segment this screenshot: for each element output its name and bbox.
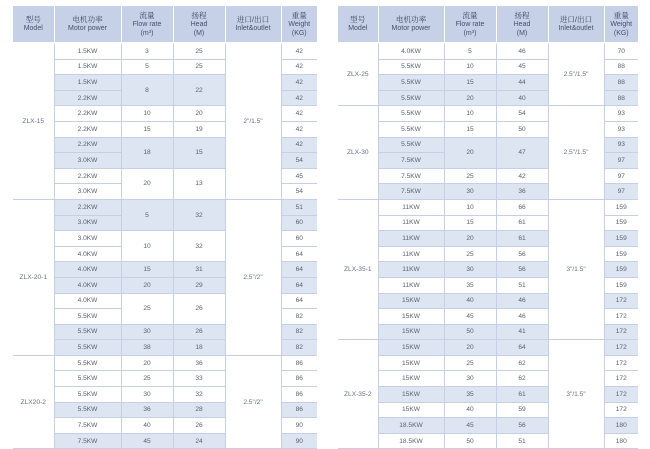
- weight-cell: 64: [281, 277, 317, 293]
- weight-cell: 88: [604, 90, 638, 106]
- head-cell: 51: [496, 433, 548, 449]
- weight-cell: 51: [281, 199, 317, 215]
- motor-power-cell: 5.5KW: [378, 106, 444, 122]
- flow-rate-cell: 20: [121, 355, 173, 371]
- motor-power-cell: 4.0KW: [54, 246, 121, 262]
- head-cell: 46: [496, 43, 548, 59]
- weight-cell: 159: [604, 246, 638, 262]
- table-header-row: [338, 6, 638, 43]
- flow-rate-cell: 15: [444, 121, 496, 137]
- motor-power-cell: 2.2KW: [54, 121, 121, 137]
- flow-rate-cell: 15: [121, 121, 173, 137]
- motor-power-cell: 15KW: [378, 371, 444, 387]
- motor-power-header: 电机功率 Motor power: [378, 6, 444, 43]
- weight-cell: 172: [604, 293, 638, 309]
- motor-power-cell: 11KW: [378, 262, 444, 278]
- weight-cell: 82: [281, 324, 317, 340]
- weight-cell: 172: [604, 340, 638, 356]
- head-cell: 24: [173, 433, 225, 449]
- motor-power-cell: 11KW: [378, 277, 444, 293]
- flow-rate-cell: 3: [121, 43, 173, 59]
- model-cell: ZLX-35-2: [338, 340, 378, 449]
- head-cell: 22: [173, 75, 225, 106]
- head-cell: 20: [173, 106, 225, 122]
- head-header: 扬程 Head (M): [173, 6, 225, 43]
- motor-power-cell: 3.0KW: [54, 215, 121, 231]
- motor-power-cell: 4.0KW: [378, 43, 444, 59]
- flow-rate-cell: 5: [121, 59, 173, 75]
- weight-cell: 60: [281, 231, 317, 247]
- head-cell: 32: [173, 387, 225, 403]
- motor-power-cell: 5.5KW: [54, 387, 121, 403]
- flow-rate-cell: 20: [444, 231, 496, 247]
- motor-power-cell: 15KW: [378, 324, 444, 340]
- flow-rate-header: 流量 Flow rate (m³): [444, 6, 496, 43]
- weight-header: 重量 Weight (KG): [281, 6, 317, 43]
- table-header-row: [13, 6, 317, 43]
- weight-cell: 90: [281, 433, 317, 449]
- head-cell: 42: [496, 168, 548, 184]
- weight-cell: 86: [281, 355, 317, 371]
- motor-power-cell: 5.5KW: [54, 340, 121, 356]
- flow-rate-cell: 30: [444, 371, 496, 387]
- flow-rate-cell: 35: [444, 277, 496, 293]
- motor-power-cell: 15KW: [378, 293, 444, 309]
- flow-rate-cell: 50: [444, 433, 496, 449]
- weight-cell: 64: [281, 293, 317, 309]
- head-header: 扬程 Head (M): [496, 6, 548, 43]
- motor-power-cell: 15KW: [378, 340, 444, 356]
- motor-power-cell: 7.5KW: [378, 153, 444, 169]
- flow-rate-header: 流量 Flow rate (m³): [121, 6, 173, 43]
- inlet-outlet-header: 进口/出口 Inlet&outlet: [225, 6, 281, 43]
- head-cell: 47: [496, 137, 548, 168]
- flow-rate-cell: 25: [444, 355, 496, 371]
- model-cell: ZLX-15: [13, 43, 54, 199]
- head-cell: 50: [496, 121, 548, 137]
- weight-cell: 172: [604, 309, 638, 325]
- flow-rate-cell: 25: [444, 168, 496, 184]
- weight-cell: 82: [281, 340, 317, 356]
- motor-power-cell: 7.5KW: [378, 168, 444, 184]
- head-cell: 44: [496, 75, 548, 91]
- flow-rate-cell: 15: [444, 215, 496, 231]
- weight-cell: 172: [604, 324, 638, 340]
- weight-cell: 86: [281, 387, 317, 403]
- head-cell: 51: [496, 277, 548, 293]
- motor-power-cell: 5.5KW: [378, 59, 444, 75]
- motor-power-cell: 7.5KW: [378, 184, 444, 200]
- motor-power-cell: 2.2KW: [54, 199, 121, 215]
- motor-power-cell: 5.5KW: [54, 309, 121, 325]
- motor-power-cell: 11KW: [378, 231, 444, 247]
- head-cell: 41: [496, 324, 548, 340]
- table-row: [338, 106, 638, 122]
- flow-rate-cell: 25: [444, 246, 496, 262]
- flow-rate-cell: 40: [444, 402, 496, 418]
- model-header: 型号 Model: [338, 6, 378, 43]
- weight-cell: 159: [604, 262, 638, 278]
- motor-power-cell: 5.5KW: [378, 75, 444, 91]
- weight-cell: 159: [604, 199, 638, 215]
- weight-cell: 97: [604, 153, 638, 169]
- weight-header: 重量 Weight (KG): [604, 6, 638, 43]
- head-cell: 25: [173, 43, 225, 59]
- motor-power-cell: 5.5KW: [54, 402, 121, 418]
- right-spec-table: [338, 6, 638, 449]
- motor-power-cell: 2.2KW: [54, 137, 121, 153]
- motor-power-cell: 3.0KW: [54, 231, 121, 247]
- weight-cell: 45: [281, 168, 317, 184]
- flow-rate-cell: 15: [444, 75, 496, 91]
- weight-cell: 42: [281, 106, 317, 122]
- flow-rate-cell: 30: [121, 324, 173, 340]
- inlet-outlet-cell: 2.5"/2": [225, 355, 281, 449]
- motor-power-cell: 7.5KW: [54, 433, 121, 449]
- flow-rate-cell: 45: [121, 433, 173, 449]
- head-cell: 61: [496, 215, 548, 231]
- flow-rate-cell: 5: [121, 199, 173, 230]
- weight-cell: 60: [281, 215, 317, 231]
- head-cell: 36: [496, 184, 548, 200]
- motor-power-cell: 2.2KW: [54, 90, 121, 106]
- motor-power-cell: 7.5KW: [54, 418, 121, 434]
- flow-rate-cell: 10: [444, 59, 496, 75]
- flow-rate-cell: 20: [121, 168, 173, 199]
- motor-power-cell: 5.5KW: [54, 355, 121, 371]
- weight-cell: 97: [604, 168, 638, 184]
- weight-cell: 159: [604, 277, 638, 293]
- model-cell: ZLX-20-1: [13, 199, 54, 355]
- motor-power-cell: 4.0KW: [54, 277, 121, 293]
- motor-power-cell: 3.0KW: [54, 184, 121, 200]
- flow-rate-cell: 30: [444, 262, 496, 278]
- weight-cell: 64: [281, 262, 317, 278]
- weight-cell: 93: [604, 137, 638, 153]
- flow-rate-cell: 10: [121, 106, 173, 122]
- weight-cell: 42: [281, 59, 317, 75]
- head-cell: 59: [496, 402, 548, 418]
- motor-power-cell: 5.5KW: [54, 371, 121, 387]
- flow-rate-cell: 10: [444, 199, 496, 215]
- head-cell: 25: [173, 59, 225, 75]
- table-row: [13, 355, 317, 371]
- weight-cell: 172: [604, 387, 638, 403]
- motor-power-cell: 15KW: [378, 387, 444, 403]
- head-cell: 45: [496, 59, 548, 75]
- flow-rate-cell: 36: [121, 402, 173, 418]
- head-cell: 36: [173, 355, 225, 371]
- flow-rate-cell: 40: [121, 418, 173, 434]
- motor-power-cell: 15KW: [378, 402, 444, 418]
- motor-power-cell: 5.5KW: [54, 324, 121, 340]
- weight-cell: 97: [604, 184, 638, 200]
- head-cell: 62: [496, 371, 548, 387]
- model-cell: ZLX-25: [338, 43, 378, 106]
- motor-power-cell: 5.5KW: [378, 137, 444, 153]
- model-header: 型号 Model: [13, 6, 54, 43]
- motor-power-header: 电机功率 Motor power: [54, 6, 121, 43]
- flow-rate-cell: 40: [444, 293, 496, 309]
- head-cell: 66: [496, 199, 548, 215]
- weight-cell: 54: [281, 184, 317, 200]
- head-cell: 26: [173, 418, 225, 434]
- head-cell: 46: [496, 309, 548, 325]
- weight-cell: 42: [281, 75, 317, 91]
- weight-cell: 93: [604, 121, 638, 137]
- weight-cell: 172: [604, 355, 638, 371]
- head-cell: 61: [496, 231, 548, 247]
- motor-power-cell: 5.5KW: [378, 90, 444, 106]
- weight-cell: 86: [281, 402, 317, 418]
- table-row: [13, 199, 317, 215]
- head-cell: 31: [173, 262, 225, 278]
- head-cell: 40: [496, 90, 548, 106]
- head-cell: 56: [496, 246, 548, 262]
- inlet-outlet-cell: 3"/1.5": [548, 199, 604, 339]
- head-cell: 15: [173, 137, 225, 168]
- head-cell: 54: [496, 106, 548, 122]
- weight-cell: 159: [604, 215, 638, 231]
- flow-rate-cell: 25: [121, 371, 173, 387]
- weight-cell: 172: [604, 371, 638, 387]
- head-cell: 13: [173, 168, 225, 199]
- motor-power-cell: 2.2KW: [54, 106, 121, 122]
- flow-rate-cell: 25: [121, 293, 173, 324]
- motor-power-cell: 1.5KW: [54, 75, 121, 91]
- flow-rate-cell: 20: [444, 137, 496, 168]
- flow-rate-cell: 45: [444, 418, 496, 434]
- head-cell: 64: [496, 340, 548, 356]
- weight-cell: 54: [281, 153, 317, 169]
- motor-power-cell: 3.0KW: [54, 153, 121, 169]
- head-cell: 46: [496, 293, 548, 309]
- right-table-body: [338, 43, 638, 449]
- inlet-outlet-cell: 2.5"/1.5": [548, 106, 604, 200]
- weight-cell: 172: [604, 402, 638, 418]
- weight-cell: 42: [281, 137, 317, 153]
- table-row: [338, 43, 638, 59]
- motor-power-cell: 18.5KW: [378, 418, 444, 434]
- flow-rate-cell: 20: [121, 277, 173, 293]
- inlet-outlet-cell: 2.5"/2": [225, 199, 281, 355]
- head-cell: 56: [496, 418, 548, 434]
- flow-rate-cell: 10: [444, 106, 496, 122]
- flow-rate-cell: 8: [121, 75, 173, 106]
- flow-rate-cell: 45: [444, 309, 496, 325]
- table-row: [338, 340, 638, 356]
- flow-rate-cell: 38: [121, 340, 173, 356]
- flow-rate-cell: 5: [444, 43, 496, 59]
- flow-rate-cell: 15: [121, 262, 173, 278]
- model-cell: ZLX20-2: [13, 355, 54, 449]
- head-cell: 18: [173, 340, 225, 356]
- table-row: [338, 199, 638, 215]
- weight-cell: 42: [281, 121, 317, 137]
- inlet-outlet-header: 进口/出口 Inlet&outlet: [548, 6, 604, 43]
- weight-cell: 86: [281, 371, 317, 387]
- head-cell: 29: [173, 277, 225, 293]
- flow-rate-cell: 20: [444, 90, 496, 106]
- weight-cell: 180: [604, 418, 638, 434]
- flow-rate-cell: 30: [444, 184, 496, 200]
- flow-rate-cell: 10: [121, 231, 173, 262]
- head-cell: 33: [173, 371, 225, 387]
- weight-cell: 82: [281, 309, 317, 325]
- weight-cell: 64: [281, 246, 317, 262]
- head-cell: 32: [173, 231, 225, 262]
- inlet-outlet-cell: 2"/1.5": [225, 43, 281, 199]
- flow-rate-cell: 50: [444, 324, 496, 340]
- model-cell: ZLX-30: [338, 106, 378, 200]
- motor-power-cell: 15KW: [378, 355, 444, 371]
- head-cell: 32: [173, 199, 225, 230]
- model-cell: ZLX-35-1: [338, 199, 378, 339]
- motor-power-cell: 11KW: [378, 246, 444, 262]
- head-cell: 26: [173, 293, 225, 324]
- motor-power-cell: 5.5KW: [378, 121, 444, 137]
- motor-power-cell: 4.0KW: [54, 293, 121, 309]
- table-row: [13, 43, 317, 59]
- motor-power-cell: 18.5KW: [378, 433, 444, 449]
- motor-power-cell: 11KW: [378, 199, 444, 215]
- weight-cell: 42: [281, 43, 317, 59]
- weight-cell: 70: [604, 43, 638, 59]
- weight-cell: 90: [281, 418, 317, 434]
- flow-rate-cell: 35: [444, 387, 496, 403]
- head-cell: 56: [496, 262, 548, 278]
- left-spec-table: [13, 6, 317, 449]
- motor-power-cell: 1.5KW: [54, 43, 121, 59]
- weight-cell: 93: [604, 106, 638, 122]
- motor-power-cell: 2.2KW: [54, 168, 121, 184]
- weight-cell: 42: [281, 90, 317, 106]
- motor-power-cell: 15KW: [378, 309, 444, 325]
- head-cell: 19: [173, 121, 225, 137]
- head-cell: 61: [496, 387, 548, 403]
- left-table-body: [13, 43, 317, 449]
- head-cell: 28: [173, 402, 225, 418]
- weight-cell: 180: [604, 433, 638, 449]
- motor-power-cell: 4.0KW: [54, 262, 121, 278]
- flow-rate-cell: 20: [444, 340, 496, 356]
- inlet-outlet-cell: 2.5"/1.5": [548, 43, 604, 106]
- weight-cell: 159: [604, 231, 638, 247]
- weight-cell: 88: [604, 75, 638, 91]
- head-cell: 26: [173, 324, 225, 340]
- motor-power-cell: 1.5KW: [54, 59, 121, 75]
- weight-cell: 88: [604, 59, 638, 75]
- motor-power-cell: 11KW: [378, 215, 444, 231]
- head-cell: 62: [496, 355, 548, 371]
- flow-rate-cell: 18: [121, 137, 173, 168]
- flow-rate-cell: 30: [121, 387, 173, 403]
- inlet-outlet-cell: 3"/1.5": [548, 340, 604, 449]
